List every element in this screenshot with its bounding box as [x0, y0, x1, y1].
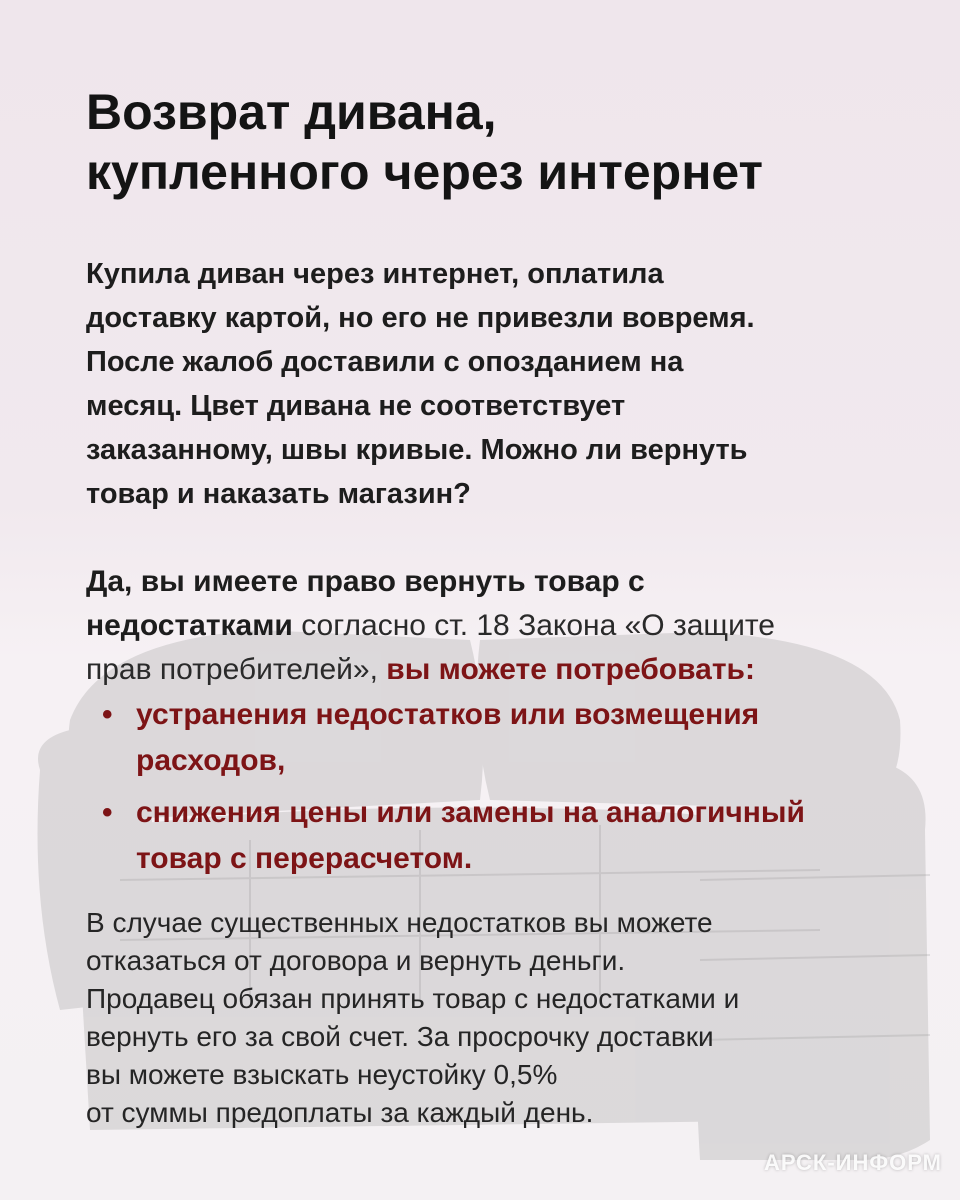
question-line: Купила диван через интернет, оплатила — [86, 258, 664, 290]
answer-law-reference: согласно ст. 18 Закона «О защите — [292, 609, 775, 642]
answer-bold-line: Да, вы имеете право вернуть товар с — [86, 565, 645, 598]
watermark-logo: АРСК-ИНФОРМ — [764, 1150, 942, 1175]
info-line: В случае существенных недостатков вы можете — [86, 907, 713, 938]
info-line: от суммы предоплаты за каждый день. — [86, 1097, 594, 1128]
question-line: заказанному, швы кривые. Можно ли вернуть — [86, 434, 748, 466]
list-item-line: расходов, — [136, 744, 286, 777]
info-line: вы можете взыскать неустойку 0,5% — [86, 1059, 558, 1090]
question-line: После жалоб доставили с опозданием на — [86, 346, 684, 378]
answer-highlight: вы можете потребовать: — [386, 653, 755, 686]
page-title — [86, 82, 906, 202]
answer-law-name: прав потребителей», — [86, 653, 387, 686]
info-line: Продавец обязан принять товар с недостатками и — [86, 983, 740, 1014]
info-line: вернуть его за свой счет. За просрочку доставки — [86, 1021, 714, 1052]
list-item-line: устранения недостатков или возмещения — [136, 698, 760, 731]
question-line: доставку картой, но его не привезли вовремя. — [86, 302, 755, 334]
list-item — [100, 692, 940, 784]
answer-bold-word: недостатками — [86, 609, 293, 642]
additional-info — [86, 904, 906, 1132]
question-line: месяц. Цвет дивана не соответствует — [86, 390, 626, 422]
question-line: товар и наказать магазин? — [86, 478, 471, 510]
title-line: купленного через интернет — [86, 144, 764, 200]
info-line: отказаться от договора и вернуть деньги. — [86, 945, 626, 976]
reader-question — [86, 252, 926, 516]
list-item — [100, 790, 940, 882]
title-line: Возврат дивана, — [86, 84, 497, 140]
remedies-list — [100, 692, 940, 888]
list-item-line: снижения цены или замены на аналогичный — [136, 796, 805, 829]
answer-paragraph — [86, 560, 946, 692]
list-item-line: товар с перерасчетом. — [136, 842, 473, 875]
